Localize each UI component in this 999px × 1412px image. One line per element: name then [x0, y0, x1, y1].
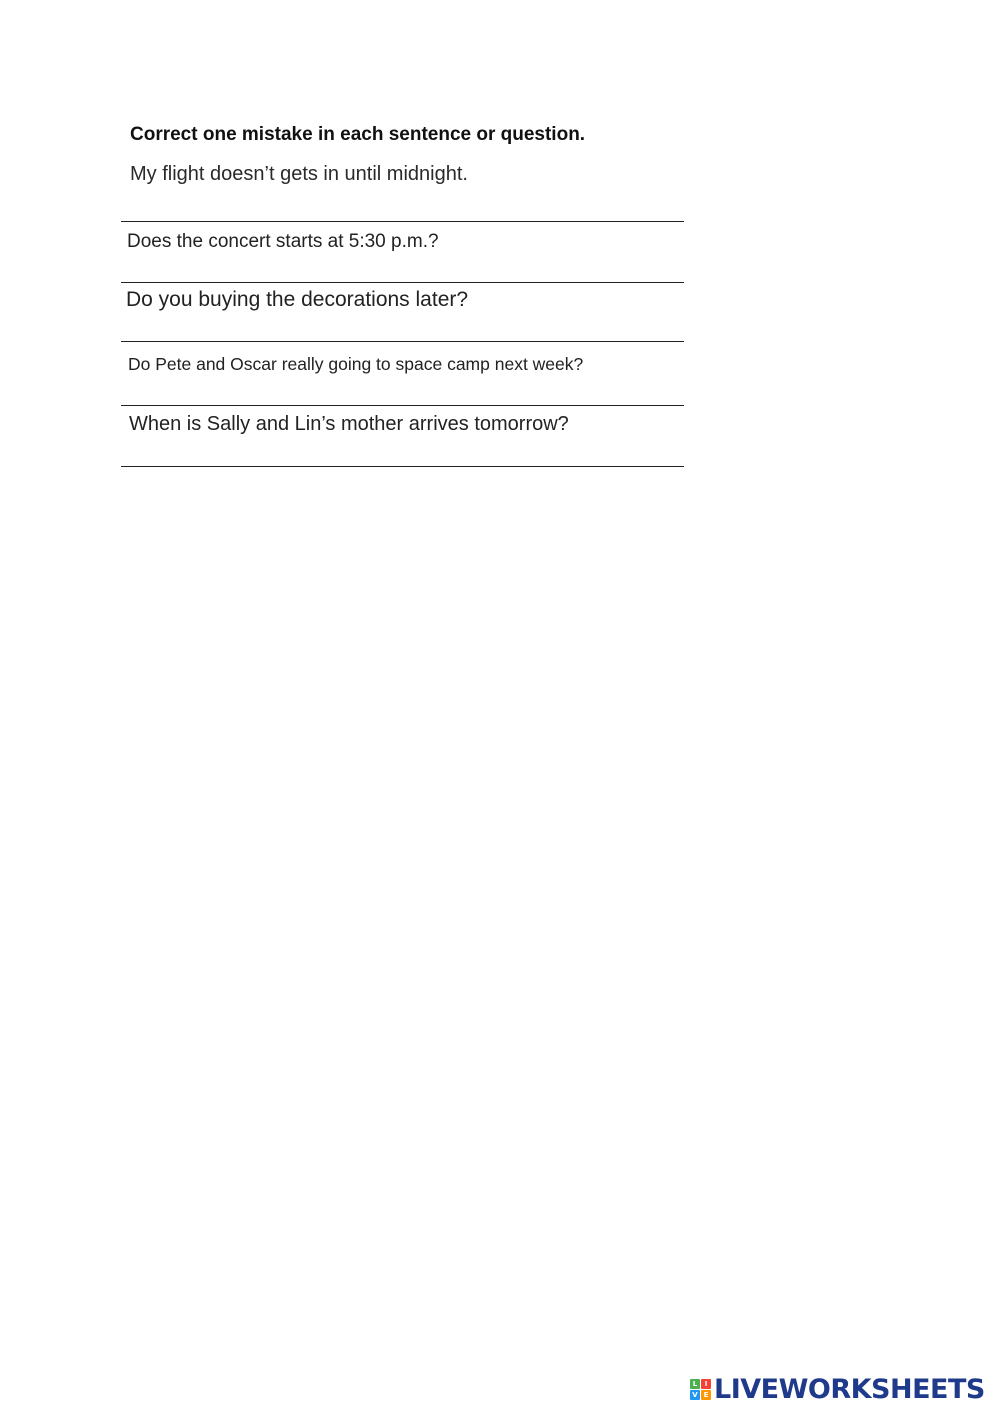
logo-letter-e: E	[701, 1390, 711, 1400]
liveworksheets-logo-icon	[690, 1379, 711, 1400]
question-item-2: Do you buying the decorations later?	[126, 288, 469, 311]
brand-name: LIVEWORKSHEETS	[714, 1373, 985, 1405]
question-item-3: Do Pete and Oscar really going to space camp next week?	[128, 354, 584, 374]
divider-line	[121, 221, 684, 222]
divider-line	[121, 282, 684, 283]
question-item-1: Does the concert starts at 5:30 p.m.?	[127, 231, 439, 252]
divider-line	[121, 341, 684, 342]
instruction-heading: Correct one mistake in each sentence or question.	[130, 124, 586, 145]
logo-letter-l: L	[690, 1379, 700, 1389]
divider-line	[121, 405, 684, 406]
logo-letter-i: I	[701, 1379, 711, 1389]
question-item-4: When is Sally and Lin’s mother arrives tomorrow?	[129, 413, 569, 435]
logo-letter-v: V	[690, 1390, 700, 1400]
liveworksheets-brand[interactable]	[690, 1372, 985, 1406]
example-sentence: My flight doesn’t gets in until midnight.	[130, 163, 468, 185]
divider-line	[121, 466, 684, 467]
